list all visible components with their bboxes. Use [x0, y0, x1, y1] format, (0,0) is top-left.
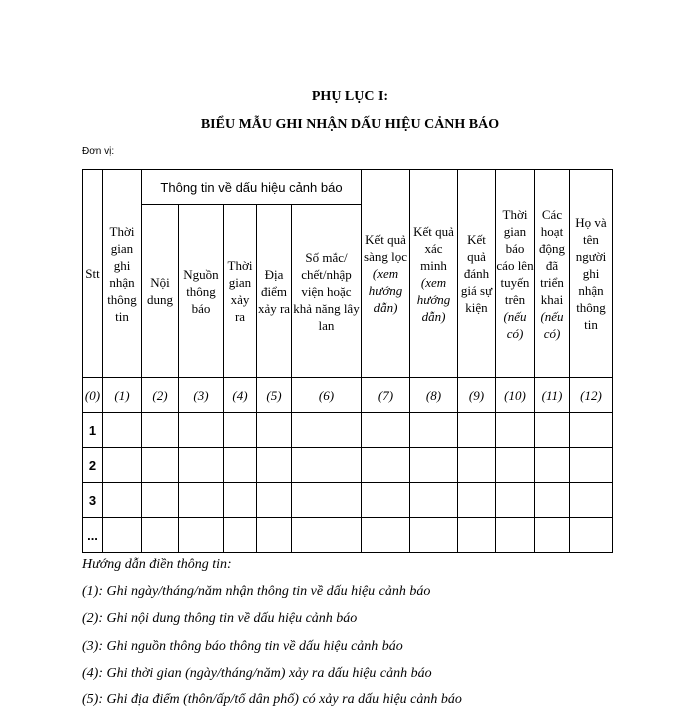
- header-col-7-note: (xem hướng dẫn): [368, 266, 403, 315]
- table-cell: [257, 413, 292, 448]
- table-cell: [496, 483, 535, 518]
- header-col-10-label: Thời gian báo cáo lên tuyến trên: [496, 206, 534, 307]
- row-index: 3: [83, 483, 103, 518]
- table-cell: [410, 413, 458, 448]
- col-number: (2): [142, 378, 179, 413]
- warning-record-table: [82, 169, 613, 553]
- table-cell: [257, 483, 292, 518]
- table-cell: [224, 448, 257, 483]
- header-col-10-note: (nếu có): [503, 308, 527, 341]
- header-col-2: Nội dung: [142, 205, 179, 378]
- table-cell: [570, 483, 613, 518]
- header-col-7: [362, 170, 410, 378]
- table-row: [83, 483, 613, 518]
- table-row: [83, 448, 613, 483]
- page-title: PHỤ LỤC I:: [311, 89, 389, 104]
- col-number: (1): [103, 378, 142, 413]
- header-col-10: [496, 170, 535, 378]
- page-subtitle: BIỂU MẪU GHI NHẬN DẤU HIỆU CẢNH BÁO: [200, 117, 500, 132]
- table-cell: [535, 448, 570, 483]
- header-col-6: Số mắc/ chết/nhập viện hoặc khả năng lây lan: [292, 205, 362, 378]
- header-col-11-note: (nếu có): [540, 308, 564, 341]
- guide-heading: Hướng dẫn điền thông tin:: [82, 557, 232, 572]
- guide-line: (3): Ghi nguồn thông báo thông tin về dấu hiệu cảnh báo: [82, 639, 403, 654]
- guide-line: (1): Ghi ngày/tháng/năm nhận thông tin về dấu hiệu cảnh báo: [82, 584, 431, 599]
- table-cell: [292, 448, 362, 483]
- table-cell: [458, 518, 496, 553]
- table-cell: [257, 518, 292, 553]
- header-col-8-note: (xem hướng dẫn): [416, 274, 451, 324]
- guide-line: (5): Ghi địa điểm (thôn/ấp/tổ dân phố) có xảy ra dấu hiệu cảnh báo: [82, 692, 462, 707]
- table-cell: [410, 483, 458, 518]
- table-cell: [362, 483, 410, 518]
- table-cell: [292, 413, 362, 448]
- table-cell: [410, 448, 458, 483]
- table-cell: [142, 413, 179, 448]
- col-number: (6): [292, 378, 362, 413]
- table-cell: [570, 448, 613, 483]
- table-row: [83, 413, 613, 448]
- header-col-9: Kết quả đánh giá sự kiện: [458, 170, 496, 378]
- unit-label: Đơn vị:: [82, 146, 115, 157]
- col-number: (3): [179, 378, 224, 413]
- table-cell: [496, 413, 535, 448]
- table-cell: [362, 413, 410, 448]
- table-cell: [410, 518, 458, 553]
- col-number: (0): [83, 378, 103, 413]
- table-cell: [458, 483, 496, 518]
- header-group-warning-info: Thông tin về dấu hiệu cảnh báo: [142, 170, 362, 205]
- col-number: (12): [570, 378, 613, 413]
- table-cell: [570, 413, 613, 448]
- col-number: (4): [224, 378, 257, 413]
- header-col-3: Nguồn thông báo: [179, 205, 224, 378]
- header-col-8: [410, 170, 458, 378]
- table-cell: [292, 518, 362, 553]
- table-cell: [142, 518, 179, 553]
- table-cell: [103, 448, 142, 483]
- table-cell: [103, 483, 142, 518]
- table-cell: [458, 448, 496, 483]
- table-cell: [496, 448, 535, 483]
- table-cell: [458, 413, 496, 448]
- col-number: (11): [535, 378, 570, 413]
- row-index: ...: [83, 518, 103, 553]
- table-row: [83, 518, 613, 553]
- col-number: (5): [257, 378, 292, 413]
- table-cell: [535, 518, 570, 553]
- table-cell: [224, 518, 257, 553]
- table-cell: [142, 483, 179, 518]
- header-col-7-label: Kết quả sàng lọc: [364, 232, 407, 264]
- guide-line: (4): Ghi thời gian (ngày/tháng/năm) xảy ra dấu hiệu cảnh báo: [82, 666, 432, 681]
- row-index: 2: [83, 448, 103, 483]
- table-cell: [362, 448, 410, 483]
- header-col-1: Thời gian ghi nhận thông tin: [103, 170, 142, 378]
- table-cell: [535, 413, 570, 448]
- table-cell: [179, 413, 224, 448]
- table-cell: [535, 483, 570, 518]
- table-cell: [103, 413, 142, 448]
- guide-line: (2): Ghi nội dung thông tin về dấu hiệu cảnh báo: [82, 611, 358, 626]
- col-number: (7): [362, 378, 410, 413]
- header-col-12: Họ và tên người ghi nhận thông tin: [570, 170, 613, 378]
- header-col-11-label: Các hoạt động đã triển khai: [539, 206, 565, 307]
- header-col-11: [535, 170, 570, 378]
- table-cell: [292, 483, 362, 518]
- column-number-row: [83, 378, 613, 413]
- header-stt: Stt: [83, 170, 103, 378]
- col-number: (9): [458, 378, 496, 413]
- table-cell: [179, 483, 224, 518]
- col-number: (8): [410, 378, 458, 413]
- table-cell: [103, 518, 142, 553]
- col-number: (10): [496, 378, 535, 413]
- table-cell: [257, 448, 292, 483]
- table-cell: [224, 483, 257, 518]
- row-index: 1: [83, 413, 103, 448]
- table-cell: [179, 518, 224, 553]
- table-cell: [496, 518, 535, 553]
- header-col-8-label: Kết quả xác minh: [413, 223, 454, 273]
- table-cell: [142, 448, 179, 483]
- table-cell: [224, 413, 257, 448]
- header-col-4: Thời gian xảy ra: [224, 205, 257, 378]
- table-cell: [362, 518, 410, 553]
- header-col-5: Địa điểm xảy ra: [257, 205, 292, 378]
- table-cell: [179, 448, 224, 483]
- table-cell: [570, 518, 613, 553]
- header-row-group: [83, 170, 613, 205]
